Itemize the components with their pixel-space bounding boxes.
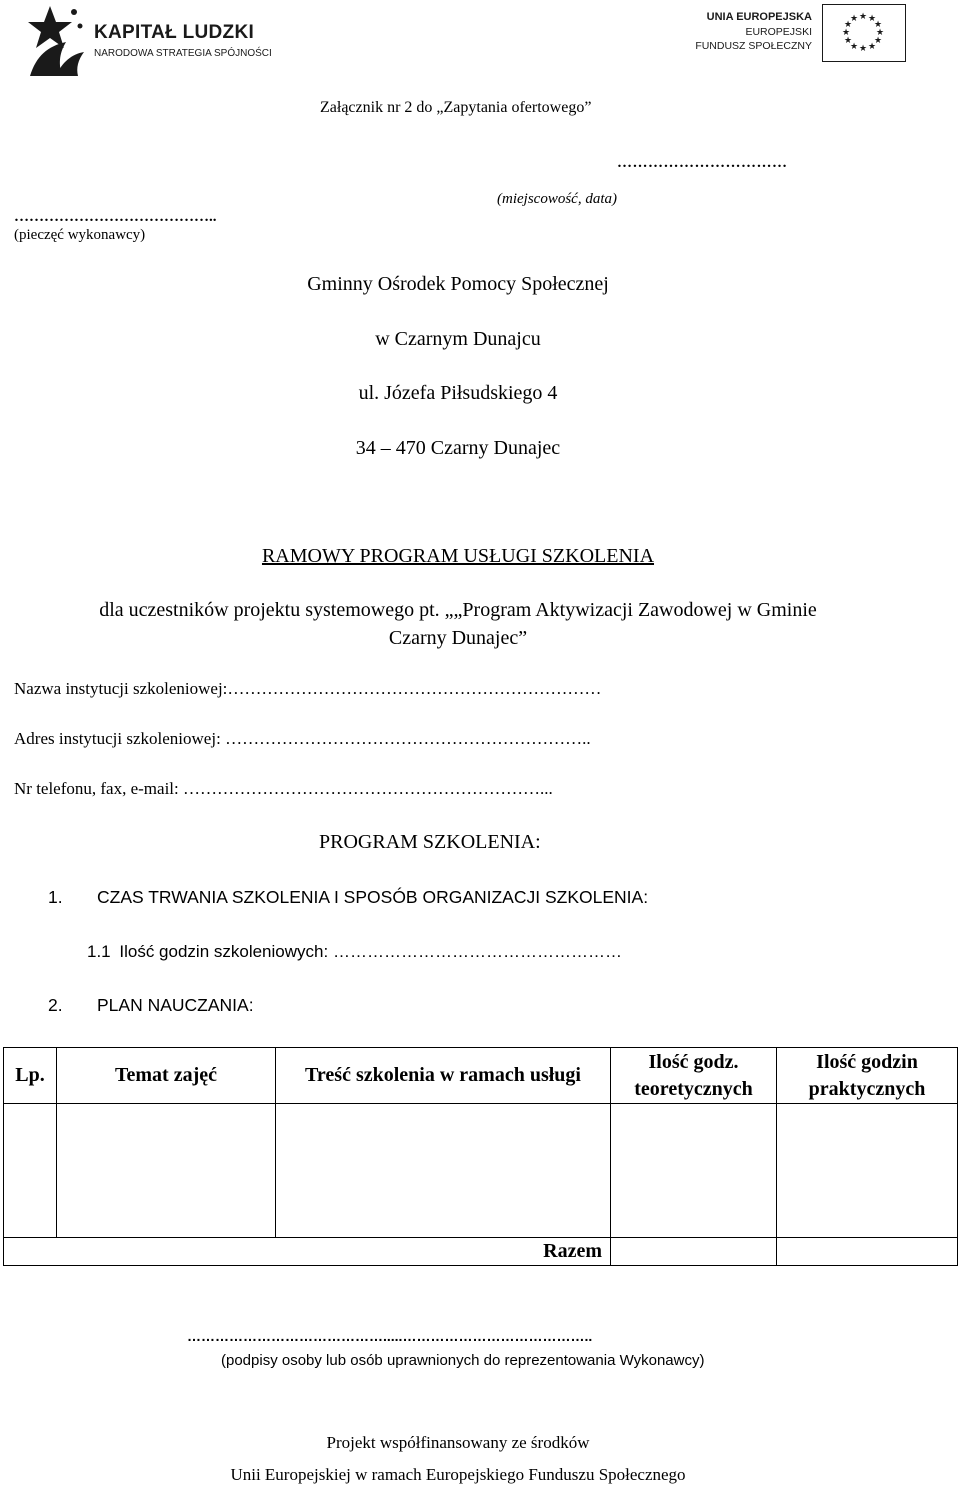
- svg-text:★: ★: [875, 28, 885, 38]
- field-dots: ………………………………………………………...: [183, 779, 553, 798]
- recipient-line1: Gminny Ośrodek Pomocy Społecznej: [307, 273, 609, 295]
- table-total-row: [4, 1238, 958, 1266]
- field-dots: ………………………………………………………..: [225, 729, 591, 748]
- sub1-row: [87, 942, 622, 962]
- unia-europejska-logo: [690, 2, 908, 64]
- signature-dots: …………………………………….....…………………………………..: [187, 1328, 593, 1344]
- svg-text:★: ★: [841, 28, 851, 38]
- section2-title: PLAN NAUCZANIA:: [97, 995, 254, 1015]
- field-contact: [14, 779, 553, 799]
- svg-text:★: ★: [858, 44, 868, 54]
- recipient-line2: w Czarnym Dunajcu: [375, 328, 541, 350]
- document-subtitle-line2: Czarny Dunajec”: [388, 627, 528, 649]
- cell-topic[interactable]: [57, 1104, 276, 1238]
- sub1-number: 1.1: [87, 942, 111, 961]
- svg-text:★: ★: [849, 42, 859, 52]
- place-date-dots: ……………………………: [617, 155, 788, 171]
- section1-number: 1.: [48, 887, 63, 907]
- cell-lp[interactable]: [4, 1104, 57, 1238]
- plan-table: [3, 1047, 958, 1266]
- table-row: [4, 1104, 958, 1238]
- sub1-dots: ……………………………………………: [332, 942, 622, 961]
- signature-label: (podpisy osoby lub osób uprawnionych do reprezentowania Wykonawcy): [221, 1352, 705, 1369]
- svg-text:★: ★: [858, 12, 868, 22]
- svg-text:★: ★: [873, 36, 883, 46]
- col-header-content: Treść szkolenia w ramach usługi: [276, 1048, 611, 1104]
- kapital-ludzki-subtitle: NARODOWA STRATEGIA SPÓJNOŚCI: [94, 48, 272, 59]
- col-header-theory-hours: Ilość godz. teoretycznych: [611, 1048, 777, 1104]
- section2-number: 2.: [48, 995, 63, 1015]
- kapital-ludzki-title: KAPITAŁ LUDZKI: [94, 22, 255, 43]
- col-header-lp: Lp.: [4, 1048, 57, 1104]
- cell-content[interactable]: [276, 1104, 611, 1238]
- cell-practice-hours[interactable]: [777, 1104, 958, 1238]
- total-theory-hours[interactable]: [611, 1238, 777, 1266]
- stamp-label: (pieczęć wykonawcy): [14, 227, 146, 243]
- eu-flag-icon: [822, 4, 906, 62]
- footer-line1: Projekt współfinansowany ze środków: [326, 1433, 590, 1452]
- cell-theory-hours[interactable]: [611, 1104, 777, 1238]
- ue-line2: EUROPEJSKI: [745, 26, 812, 38]
- total-label: Razem: [4, 1238, 611, 1266]
- sub1-label: Ilość godzin szkoleniowych:: [119, 942, 329, 961]
- document-title: RAMOWY PROGRAM USŁUGI SZKOLENIA: [261, 545, 655, 567]
- field-label: Nazwa instytucji szkoleniowej:: [14, 679, 228, 698]
- svg-text:★: ★: [867, 14, 877, 24]
- total-practice-hours[interactable]: [777, 1238, 958, 1266]
- field-institution-name: [14, 679, 601, 699]
- ue-line3: FUNDUSZ SPOŁECZNY: [695, 40, 812, 52]
- field-institution-address: [14, 729, 591, 749]
- recipient-line3: ul. Józefa Piłsudskiego 4: [358, 382, 558, 404]
- section1-title: CZAS TRWANIA SZKOLENIA I SPOSÓB ORGANIZACJI SZKOLENIA:: [97, 887, 649, 907]
- field-dots: …………………………………………………………: [227, 679, 602, 698]
- document-subtitle-line1: dla uczestników projektu systemowego pt. „„Program Aktywizacji Zawodowej w Gminie: [99, 599, 817, 621]
- place-date-label: (miejscowość, data): [497, 191, 617, 207]
- svg-text:★: ★: [873, 20, 883, 30]
- table-header-row: [4, 1048, 958, 1104]
- recipient-line4: 34 – 470 Czarny Dunajec: [355, 437, 561, 459]
- program-heading: PROGRAM SZKOLENIA:: [319, 831, 541, 853]
- svg-text:★: ★: [867, 42, 877, 52]
- footer-line2: Unii Europejskiej w ramach Europejskiego Funduszu Społecznego: [230, 1465, 686, 1484]
- kapital-ludzki-emblem-icon: [22, 2, 88, 78]
- svg-text:★: ★: [843, 20, 853, 30]
- stamp-dots: …………………………………..: [14, 209, 217, 225]
- kapital-ludzki-logo: [22, 2, 272, 78]
- svg-text:★: ★: [843, 36, 853, 46]
- field-label: Adres instytucji szkoleniowej:: [14, 729, 221, 748]
- col-header-topic: Temat zajęć: [57, 1048, 276, 1104]
- attachment-note: Załącznik nr 2 do „Zapytania ofertowego”: [320, 99, 592, 116]
- ue-line1: UNIA EUROPEJSKA: [706, 11, 812, 23]
- field-label: Nr telefonu, fax, e-mail:: [14, 779, 179, 798]
- svg-text:★: ★: [849, 14, 859, 24]
- col-header-practice-hours: Ilość godzin praktycznych: [777, 1048, 958, 1104]
